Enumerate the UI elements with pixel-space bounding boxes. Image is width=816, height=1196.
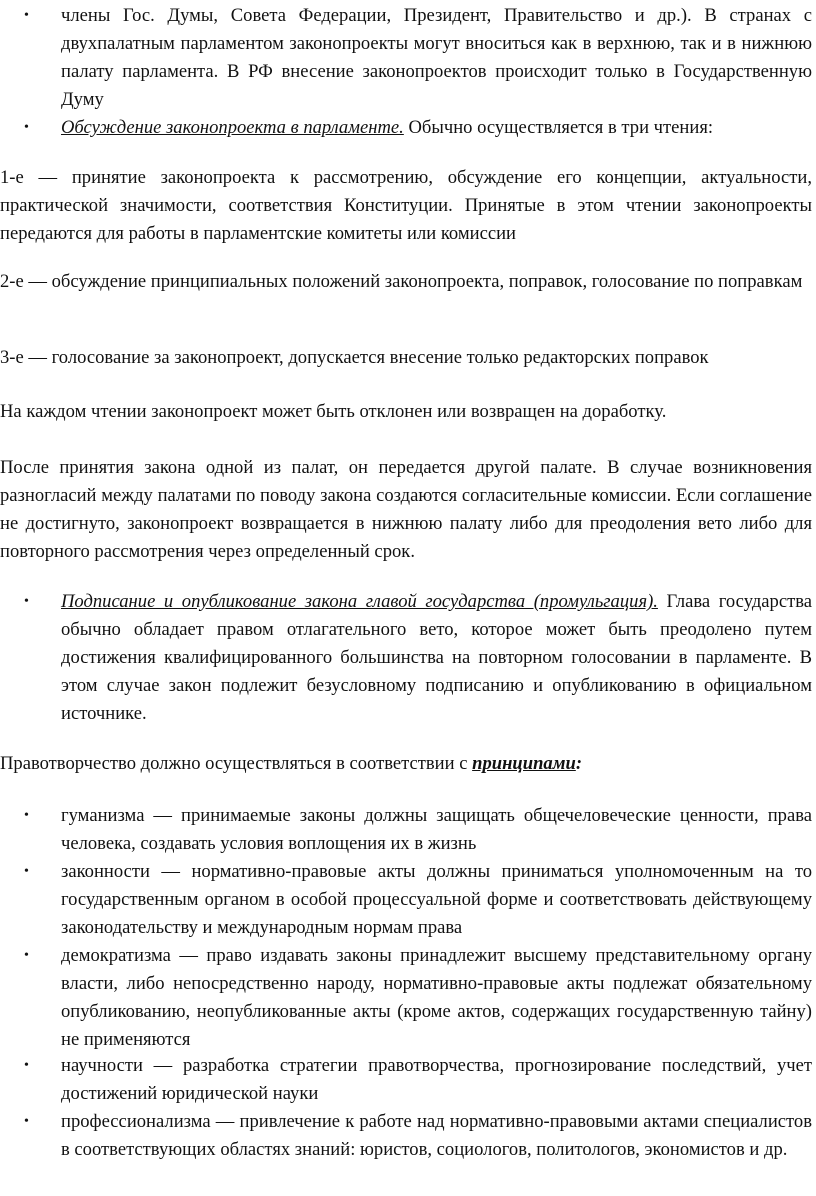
- section-heading: Подписание и опубликование закона главой государства (промульгация).: [61, 591, 658, 612]
- bullet-icon: •: [24, 1058, 29, 1073]
- principles-colon: :: [575, 753, 583, 774]
- principle-text: профессионализма — привлечение к работе над нормативно-правовыми актами специалистов в соответствующих областях знаний: юристов, социологов, политологов, экономистов и др.: [61, 1111, 812, 1160]
- reading-first: 1-е — принятие законопроекта к рассмотрению, обсуждение его концепции, актуальности, практической значимости, соответствия Конституции. Принятые в этом чтении законопроекты передаются для работы в парламентские комитеты или комиссии: [0, 167, 812, 244]
- principle-item: [0, 802, 812, 858]
- principle-item: [0, 1052, 812, 1108]
- each-reading-note: На каждом чтении законопроект может быть отклонен или возвращен на доработку.: [0, 401, 667, 422]
- principle-item: [0, 858, 812, 942]
- bullet-icon: •: [24, 864, 29, 879]
- list-item: [0, 114, 812, 142]
- list-item: [0, 2, 812, 114]
- reading-third: 3-е — голосование за законопроект, допускается внесение только редакторских поправок: [0, 347, 709, 368]
- principles-intro-text: Правотворчество должно осуществляться в соответствии с: [0, 753, 473, 774]
- bullet-icon: •: [24, 948, 29, 963]
- principle-item: [0, 1108, 812, 1164]
- bullet-icon: •: [24, 120, 29, 135]
- principles-intro: [0, 750, 812, 778]
- principle-text: законности — нормативно-правовые акты должны приниматься уполномоченным на то государственным органом в особой процессуальной форме и соответствовать действующему законодательству и международным нормам права: [61, 861, 812, 938]
- list-item: [0, 588, 812, 728]
- bullet-icon: •: [24, 594, 29, 609]
- bullet-icon: •: [24, 8, 29, 23]
- principle-item: [0, 942, 812, 1054]
- bullet-icon: •: [24, 808, 29, 823]
- bullet-icon: •: [24, 1114, 29, 1129]
- list-item-text: [61, 588, 812, 728]
- list-item-body: Глава государства обычно обладает правом отлагательного вето, которое может быть преодолено путем достижения квалифицированного большинства на повторном голосовании в парламенте. В этом случае закон подлежит безусловному подписанию и опубликованию в официальном источнике.: [61, 591, 812, 724]
- principle-text: демократизма — право издавать законы принадлежит высшему представительному органу власти, либо непосредственно народу, нормативно-правовые акты подлежат обязательному опубликованию, неопубликованные акты (кроме актов, содержащих государственную тайну) не применяются: [61, 945, 812, 1050]
- section-heading: Обсуждение законопроекта в парламенте.: [61, 117, 404, 138]
- principle-text: научности — разработка стратегии правотворчества, прогнозирование последствий, учет достижений юридической науки: [61, 1055, 812, 1104]
- reading-second: 2-е — обсуждение принципиальных положений законопроекта, поправок, голосование по поправкам: [0, 271, 803, 292]
- list-item-text: [61, 114, 812, 142]
- list-item-body: Обычно осуществляется в три чтения:: [403, 117, 714, 138]
- list-item-text: члены Гос. Думы, Совета Федерации, Президент, Правительство и др.). В странах с двухпалатным парламентом законопроекты могут вноситься как в верхнюю, так и в нижнюю палату парламента. В РФ внесение законопроектов происходит только в Государственную Думу: [61, 5, 812, 110]
- principle-text: гуманизма — принимаемые законы должны защищать общечеловеческие ценности, права человека, создавать условия воплощения их в жизнь: [61, 805, 812, 854]
- principles-keyword: принципами: [472, 753, 576, 774]
- after-adoption-paragraph: После принятия закона одной из палат, он передается другой палате. В случае возникновения разногласий между палатами по поводу закона создаются согласительные комиссии. Если соглашение не достигнуто, законопроект возвращается в нижнюю палату либо для преодоления вето либо для повторного рассмотрения через определенный срок.: [0, 457, 812, 562]
